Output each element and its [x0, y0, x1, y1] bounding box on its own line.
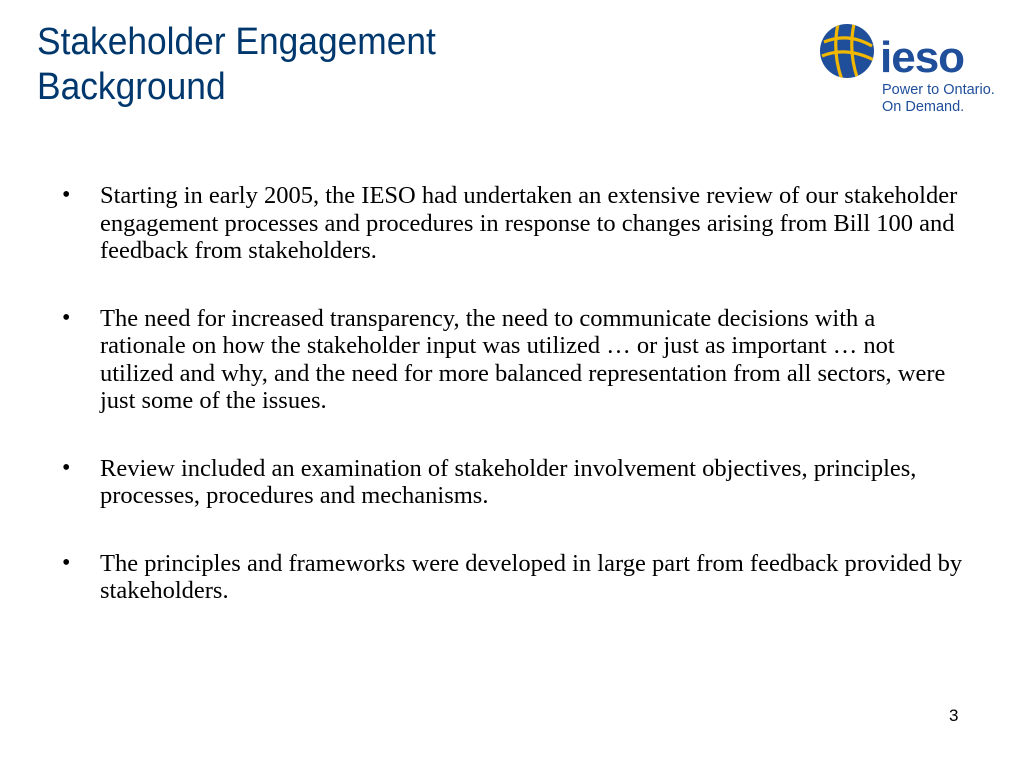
title-line-2: Background	[37, 66, 226, 108]
bullet-item	[60, 182, 965, 265]
bullet-item	[60, 455, 965, 510]
tagline-line-2: On Demand.	[882, 99, 965, 115]
page-number: 3	[949, 706, 959, 725]
bullet-item	[60, 305, 965, 415]
logo-wordmark: ieso	[880, 33, 965, 82]
bullet-dot: •	[62, 549, 71, 576]
bullet-dot: •	[62, 182, 71, 208]
bullet-list	[60, 182, 965, 645]
globe-icon	[818, 22, 876, 80]
slide-title	[37, 20, 688, 110]
bullet-dot: •	[62, 454, 71, 481]
bullet-item	[60, 550, 965, 605]
bullet-dot: •	[62, 304, 71, 331]
logo-tagline	[882, 82, 995, 116]
bullet-text: The need for increased transparency, the need to communicate decisions with a rationale on how the stakeholder input was utilized … or just as important … not utilized and why, and the need for more balanced representation from all sectors, were just some of the issues.	[100, 304, 946, 414]
bullet-text: Starting in early 2005, the IESO had undertaken an extensive review of our stakeholder engagement processes and procedures in response to changes arising from Bill 100 and feedback from stakeholders.	[100, 182, 958, 264]
bullet-text: The principles and frameworks were developed in large part from feedback provided by stakeholders.	[100, 549, 963, 604]
bullet-text: Review included an examination of stakeholder involvement objectives, principles, processes, procedures and mechanisms.	[100, 454, 917, 509]
tagline-line-1: Power to Ontario.	[882, 82, 995, 98]
title-line-1: Stakeholder Engagement	[37, 21, 436, 63]
ieso-logo	[818, 22, 1018, 122]
